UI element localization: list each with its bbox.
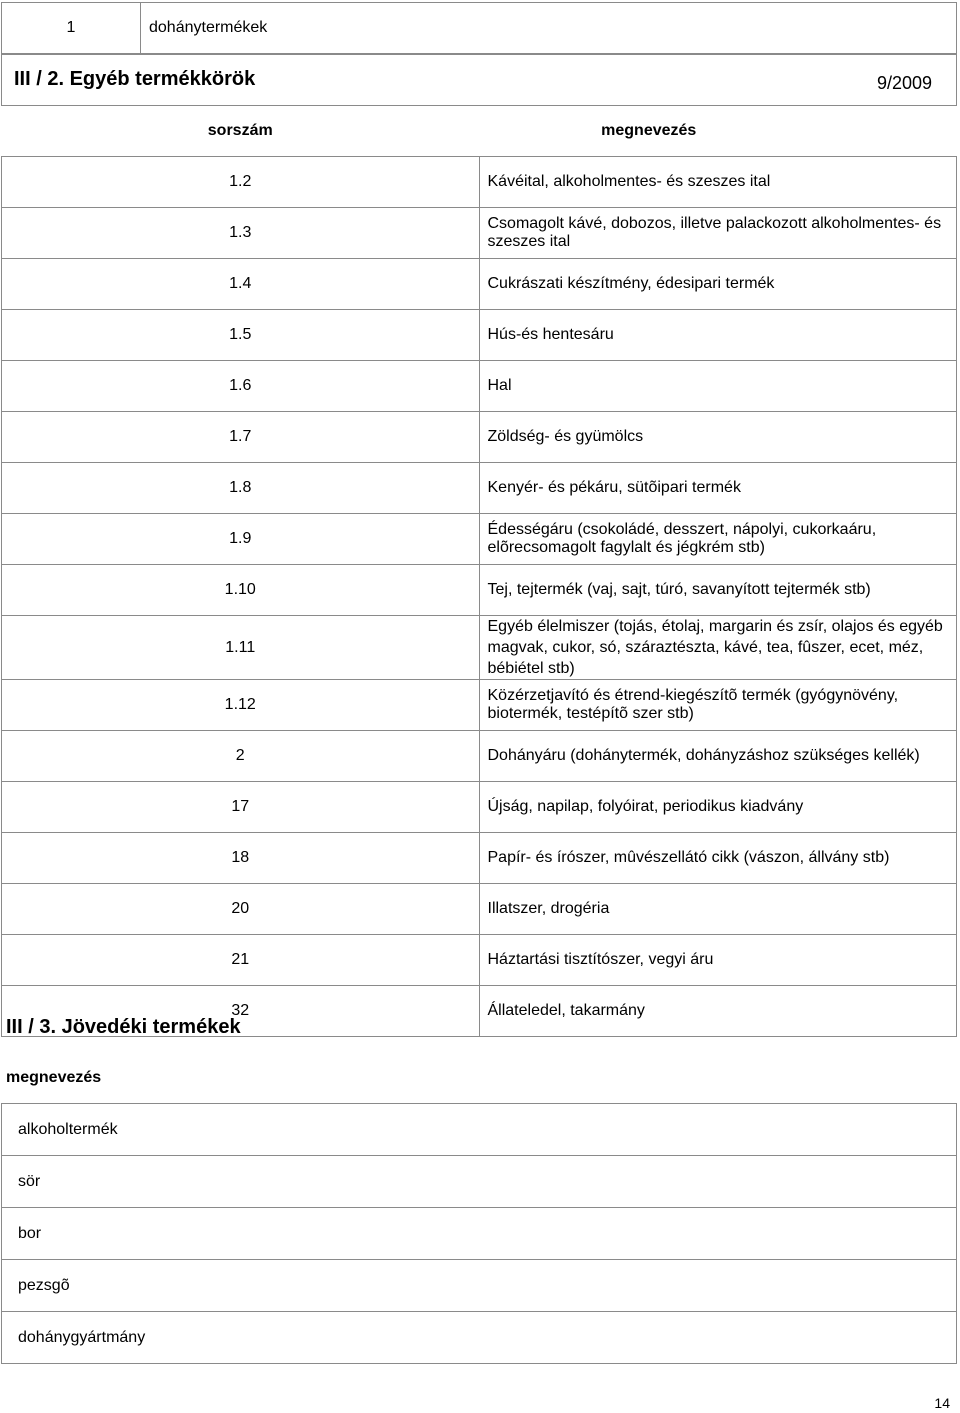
row-name: Állateledel, takarmány xyxy=(479,986,957,1037)
top-row-table xyxy=(1,2,957,54)
table-row xyxy=(2,1312,957,1364)
table-row xyxy=(2,1260,957,1312)
section2-title-cell xyxy=(2,55,957,106)
table-row xyxy=(2,412,957,463)
table-row xyxy=(2,310,957,361)
table-row xyxy=(2,1104,957,1156)
row-number: 1.12 xyxy=(2,680,480,731)
row-name: Kávéital, alkoholmentes- és szeszes ital xyxy=(479,157,957,208)
row-name: Háztartási tisztítószer, vegyi áru xyxy=(479,935,957,986)
section3-body xyxy=(2,1104,957,1364)
excise-product-name: pezsgõ xyxy=(18,1276,70,1294)
row-name: Papír- és írószer, mûvészellátó cikk (vászon, állvány stb) xyxy=(479,833,957,884)
row-number: 2 xyxy=(2,731,480,782)
table-row xyxy=(2,616,957,680)
section2-title-row xyxy=(2,55,957,106)
table-row xyxy=(2,3,957,54)
row-name: Egyéb élelmiszer (tojás, étolaj, margarin és zsír, olajos és egyéb magvak, cukor, só, száraztészta, kávé, tea, fûszer, ecet, méz, bébiétel stb) xyxy=(479,616,957,680)
row-name: Hal xyxy=(479,361,957,412)
row-number: 1.9 xyxy=(2,514,480,565)
row-number: 1.10 xyxy=(2,565,480,616)
row-number: 1.4 xyxy=(2,259,480,310)
row-name: Csomagolt kávé, dobozos, illetve palackozott alkoholmentes- és szeszes ital xyxy=(479,208,957,259)
table-row xyxy=(2,833,957,884)
table-row xyxy=(2,1208,957,1260)
section2-header-row xyxy=(2,106,957,157)
table-row xyxy=(2,680,957,731)
row-tick-mark xyxy=(2,1259,14,1260)
row-name: Illatszer, drogéria xyxy=(479,884,957,935)
row-number: 1.2 xyxy=(2,157,480,208)
row-name: Kenyér- és pékáru, sütõipari termék xyxy=(479,463,957,514)
table-row xyxy=(2,782,957,833)
table-row xyxy=(2,884,957,935)
table-row xyxy=(2,731,957,782)
row-tick-mark xyxy=(2,1155,14,1156)
excise-product-name: bor xyxy=(18,1224,42,1242)
row-name: dohánytermékek xyxy=(141,3,957,54)
excise-product xyxy=(2,1104,957,1156)
row-number: 1.6 xyxy=(2,361,480,412)
excise-product xyxy=(2,1260,957,1312)
col-header-number: sorszám xyxy=(207,122,273,139)
row-number: 1.8 xyxy=(2,463,480,514)
section3-col-header: megnevezés xyxy=(6,1069,102,1086)
row-name: Közérzetjavító és étrend-kiegészítõ termék (gyógynövény, biotermék, testépítõ szer stb) xyxy=(479,680,957,731)
row-number: 1.3 xyxy=(2,208,480,259)
section2-year: 9/2009 xyxy=(876,73,932,93)
section2-title: III / 2. Egyéb termékkörök xyxy=(14,68,256,90)
page-number: 14 xyxy=(934,1395,950,1411)
table-row xyxy=(2,463,957,514)
row-name: Cukrászati készítmény, édesipari termék xyxy=(479,259,957,310)
row-name: Újság, napilap, folyóirat, periodikus kiadvány xyxy=(479,782,957,833)
row-name: Édességáru (csokoládé, desszert, nápolyi, cukorkaáru, elõrecsomagolt fagylalt és jégkrém stb) xyxy=(479,514,957,565)
row-tick-mark xyxy=(2,1311,14,1312)
row-name: Tej, tejtermék (vaj, sajt, túró, savanyított tejtermék stb) xyxy=(479,565,957,616)
row-name: Hús-és hentesáru xyxy=(479,310,957,361)
row-number: 32 xyxy=(2,986,480,1037)
table-row xyxy=(2,565,957,616)
excise-product-name: alkoholtermék xyxy=(18,1120,118,1138)
section2-table xyxy=(1,54,957,1037)
table-row xyxy=(2,935,957,986)
table-row xyxy=(2,259,957,310)
excise-product-name: sör xyxy=(18,1172,41,1190)
section3-table xyxy=(1,1103,957,1364)
row-number: 21 xyxy=(2,935,480,986)
table-row xyxy=(2,157,957,208)
row-number: 1 xyxy=(2,3,141,54)
excise-product xyxy=(2,1312,957,1364)
section2-body xyxy=(2,157,957,1037)
row-number: 18 xyxy=(2,833,480,884)
col-header-name: megnevezés xyxy=(601,122,697,139)
excise-product xyxy=(2,1156,957,1208)
table-row xyxy=(2,208,957,259)
row-number: 20 xyxy=(2,884,480,935)
row-number: 1.11 xyxy=(2,616,480,680)
excise-product xyxy=(2,1208,957,1260)
row-number: 1.7 xyxy=(2,412,480,463)
row-name: Zöldség- és gyümölcs xyxy=(479,412,957,463)
row-tick-mark xyxy=(2,1207,14,1208)
section3-title: III / 3. Jövedéki termékek xyxy=(6,1016,241,1038)
row-name: Dohányáru (dohánytermék, dohányzáshoz szükséges kellék) xyxy=(479,731,957,782)
row-number: 17 xyxy=(2,782,480,833)
excise-product-name: dohánygyártmány xyxy=(18,1328,146,1346)
table-row xyxy=(2,514,957,565)
table-row xyxy=(2,361,957,412)
row-number: 1.5 xyxy=(2,310,480,361)
table-row xyxy=(2,1156,957,1208)
